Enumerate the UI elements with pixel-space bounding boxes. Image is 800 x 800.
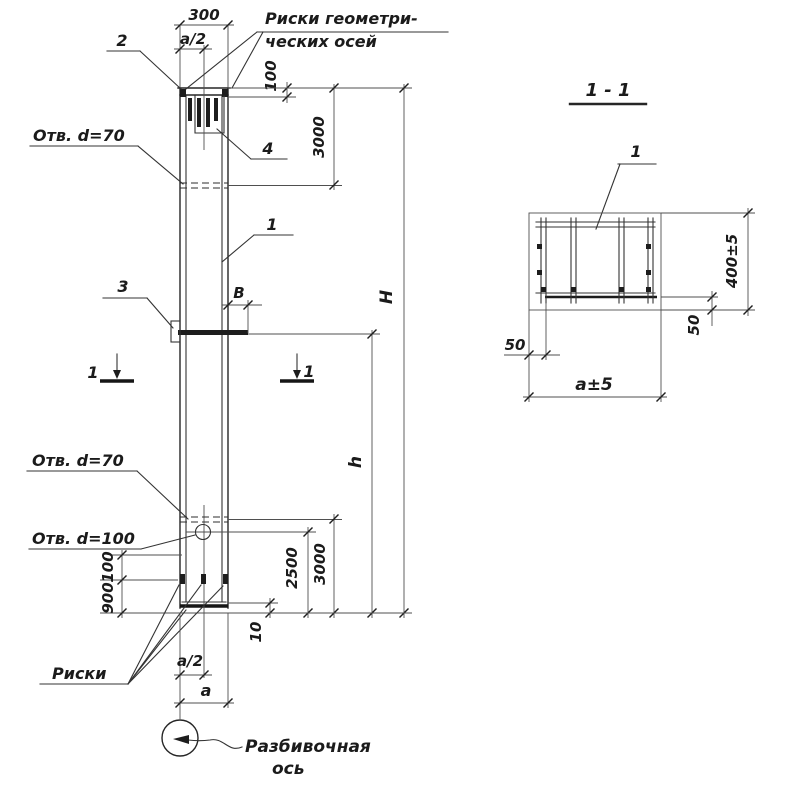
dim-risk-left <box>99 550 182 618</box>
label-hole70-top-text: Отв. d=70 <box>33 126 125 145</box>
dim-risk-lower-text: 900 <box>99 582 117 614</box>
label-layout-axis-line1: Разбивочная <box>245 737 371 757</box>
top-risk-mark-left <box>180 89 186 97</box>
dim-hole70-from-bottom-3000 <box>311 514 339 618</box>
dim-total-height-H <box>377 84 409 619</box>
column-elevation <box>27 6 448 779</box>
layout-axis-arrow <box>173 735 189 744</box>
dim-section-cover-bottom-text: 50 <box>685 314 703 336</box>
dim-section-height <box>661 208 755 316</box>
section-mark-right-label: 1 <box>303 362 315 381</box>
section-reinforcement <box>536 218 657 303</box>
dim-half-a-top <box>174 30 212 54</box>
dim-risk-upper-text: 100 <box>99 551 117 583</box>
dim-hole70-bottom-text: 3000 <box>311 543 329 585</box>
console-bar <box>178 330 248 335</box>
dim-width-top-text: 300 <box>188 6 220 24</box>
label-riski-axes <box>186 9 448 92</box>
callout-3 <box>103 277 173 328</box>
callout-4-label: 4 <box>262 139 274 158</box>
label-riski-text: Риски <box>52 664 107 683</box>
section-cut-mark-right <box>280 354 315 381</box>
label-riski-axes-line1: Риски геометри- <box>265 9 418 28</box>
section-title-group <box>570 80 646 104</box>
dim-bottom-gap-10 <box>228 598 278 642</box>
dim-section-height-text: 400±5 <box>723 233 741 289</box>
dim-top-offset-100 <box>228 60 296 103</box>
dim-bottom-gap-text: 10 <box>247 621 265 643</box>
callout-1-label: 1 <box>266 215 278 234</box>
dim-upper-hole-3000 <box>228 84 412 191</box>
dim-section-width-text: a±5 <box>575 375 613 395</box>
dim-half-a-top-text: a/2 <box>179 30 207 48</box>
section-title: 1 - 1 <box>585 80 631 101</box>
hole-d100 <box>186 525 316 540</box>
callout-2-label: 2 <box>116 31 128 50</box>
dim-section-cover-bottom <box>661 291 718 335</box>
dim-top-offset-text: 100 <box>262 60 280 92</box>
label-hole70-bottom-text: Отв. d=70 <box>32 451 124 470</box>
dim-a-bottom-text: a <box>200 681 212 700</box>
label-hole100-text: Отв. d=100 <box>32 529 135 548</box>
dim-hole100-from-bottom-2500 <box>283 527 313 618</box>
dim-console-B-text: В <box>233 284 245 302</box>
hole-d70-upper <box>180 183 342 188</box>
dim-upper-hole-text: 3000 <box>310 116 328 158</box>
dim-a-bottom <box>174 681 234 708</box>
callout-1-elevation <box>222 215 293 262</box>
dim-half-a-bottom-text: a/2 <box>176 652 204 670</box>
label-layout-axis-line2: ось <box>272 759 305 779</box>
dim-lower-height-h <box>346 330 377 619</box>
callout-2 <box>107 31 181 89</box>
section-cut-mark-left <box>87 354 134 382</box>
section-view <box>504 80 755 402</box>
dim-section-cover-left-text: 50 <box>504 336 526 354</box>
label-hole70-top <box>30 126 183 184</box>
section-callout-1 <box>596 142 656 229</box>
callout-3-label: 3 <box>117 277 129 296</box>
console-detail <box>171 300 380 342</box>
label-hole70-bottom <box>27 451 188 519</box>
dim-section-cover-left <box>504 303 560 402</box>
bottom-risk-marks <box>180 574 228 584</box>
label-riski-axes-line2: ческих осей <box>265 32 377 51</box>
section-callout-1-label: 1 <box>630 142 642 161</box>
dim-hole100-bottom-text: 2500 <box>283 547 301 589</box>
layout-axis <box>162 720 371 779</box>
section-mark-left-label: 1 <box>87 363 99 382</box>
dim-h-text: h <box>346 455 366 469</box>
label-hole100 <box>29 529 195 549</box>
dim-H-text: H <box>377 289 397 305</box>
top-risk-mark-right <box>222 89 228 97</box>
